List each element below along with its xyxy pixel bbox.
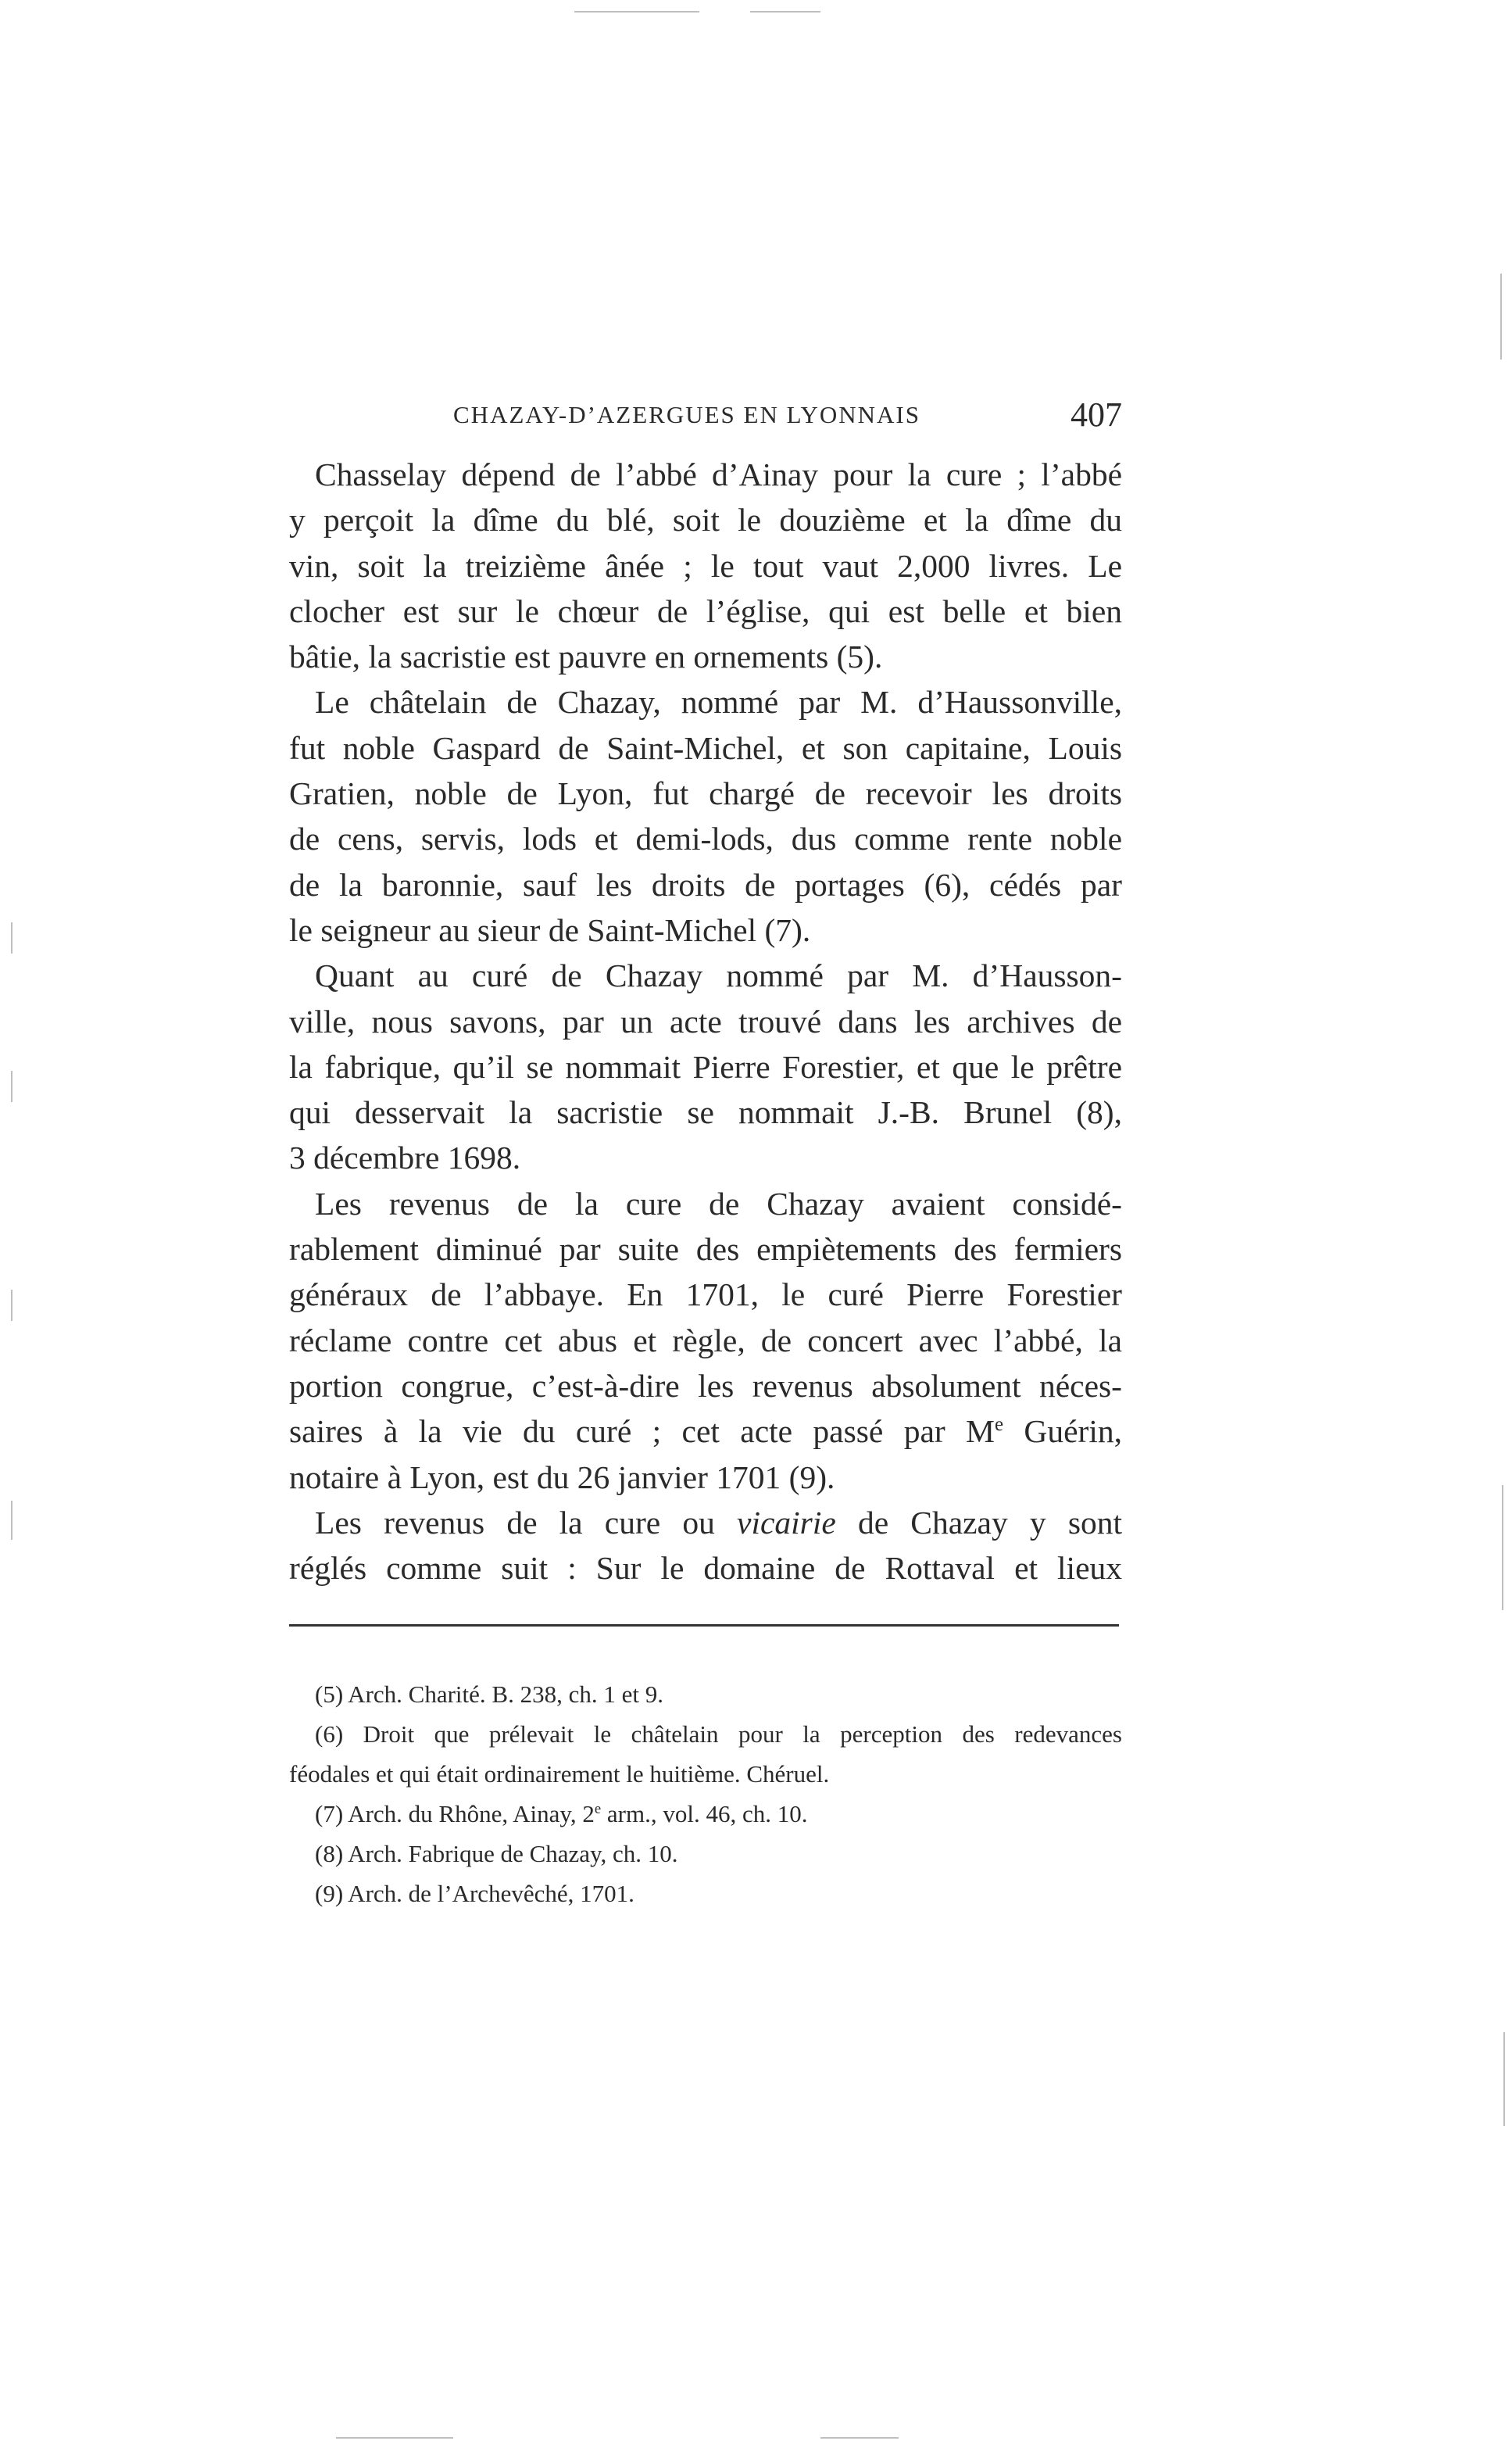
scan-artifact-right-3 xyxy=(1503,2032,1505,2126)
footnote-7 xyxy=(289,1794,1122,1834)
paragraph-5 xyxy=(289,1500,1122,1591)
text-line: la fabrique, qu’il se nommait Pierre Forestier, et que le prêtre xyxy=(289,1048,1122,1085)
text-line: notaire à Lyon, est du 26 janvier 1701 (9). xyxy=(289,1458,835,1495)
scan-artifact-left-3 xyxy=(11,1290,13,1321)
text-line: Chasselay dépend de l’abbé d’Ainay pour la cure ; l’abbé xyxy=(315,456,1122,492)
footnote-5: (5) Arch. Charité. B. 238, ch. 1 et 9. xyxy=(315,1680,663,1708)
scan-artifact-right-2 xyxy=(1502,1485,1503,1610)
text-line: rablement diminué par suite des empiètements des fermiers xyxy=(289,1231,1122,1268)
text-line: réclame contre cet abus et règle, de concert avec l’abbé, la xyxy=(289,1322,1122,1358)
text-fragment: (7) Arch. du Rhône, Ainay, 2 xyxy=(315,1800,595,1827)
scan-artifact-right xyxy=(1500,274,1502,360)
text-line: généraux de l’abbaye. En 1701, le curé Pierre Forestier xyxy=(289,1276,1122,1313)
footnote-8: (8) Arch. Fabrique de Chazay, ch. 10. xyxy=(315,1840,678,1867)
text-line xyxy=(289,1500,1122,1545)
footnote-6-line-2: féodales et qui était ordinairement le huitième. Chéruel. xyxy=(289,1760,830,1788)
page-number: 407 xyxy=(1071,395,1122,434)
footnote-rule xyxy=(289,1624,1119,1627)
scan-artifact-top-2 xyxy=(750,11,820,13)
text-line: y perçoit la dîme du blé, soit le douzième et la dîme du xyxy=(289,502,1122,539)
text-line: de la baronnie, sauf les droits de portages (6), cédés par xyxy=(289,866,1122,903)
paragraph-2 xyxy=(289,679,1122,953)
text-fragment: Guérin, xyxy=(1003,1413,1122,1450)
scan-artifact-left-4 xyxy=(11,1501,13,1540)
paragraph-1 xyxy=(289,452,1122,679)
paragraph-4 xyxy=(289,1181,1122,1500)
text-line: le seigneur au sieur de Saint-Michel (7). xyxy=(289,911,811,948)
scan-artifact-left-2 xyxy=(11,1071,13,1102)
footnotes xyxy=(289,1674,1122,1913)
text-line: vin, soit la treizième ânée ; le tout vaut 2,000 livres. Le xyxy=(289,547,1122,584)
scan-artifact-top xyxy=(574,11,699,13)
text-line: portion congrue, c’est-à-dire les revenus absolument néces- xyxy=(289,1367,1122,1404)
text-line: réglés comme suit : Sur le domaine de Rottaval et lieux xyxy=(289,1550,1122,1587)
text-line xyxy=(289,1408,1122,1454)
scan-artifact-bottom-2 xyxy=(820,2437,899,2439)
footnote-6-line-1: (6) Droit que prélevait le châtelain pour la perception des redevances xyxy=(315,1720,1122,1748)
text-line: clocher est sur le chœur de l’église, qui est belle et bien xyxy=(289,592,1122,629)
running-head xyxy=(289,395,1122,442)
text-line: Gratien, noble de Lyon, fut chargé de recevoir les droits xyxy=(289,775,1122,812)
text-fragment: Les revenus de la cure ou xyxy=(315,1504,738,1541)
text-line: Quant au curé de Chazay nommé par M. d’Hausson- xyxy=(315,957,1122,994)
text-fragment: de Chazay y sont xyxy=(835,1504,1122,1541)
text-fragment: arm., vol. 46, ch. 10. xyxy=(601,1800,808,1827)
text-line: de cens, servis, lods et demi-lods, dus comme rente noble xyxy=(289,821,1122,857)
text-line: Le châtelain de Chazay, nommé par M. d’Haussonville, xyxy=(315,684,1122,721)
text-line: 3 décembre 1698. xyxy=(289,1140,521,1176)
scan-artifact-bottom xyxy=(336,2437,453,2439)
paragraph-3 xyxy=(289,953,1122,1180)
text-line: bâtie, la sacristie est pauvre en ornements (5). xyxy=(289,639,883,675)
footnote-9: (9) Arch. de l’Archevêché, 1701. xyxy=(315,1880,634,1907)
text-line: fut noble Gaspard de Saint-Michel, et son capitaine, Louis xyxy=(289,729,1122,766)
text-line: qui desservait la sacristie se nommait J.-B. Brunel (8), xyxy=(289,1094,1122,1131)
body-text xyxy=(289,452,1122,1591)
superscript: e xyxy=(594,1800,602,1817)
scan-artifact-left xyxy=(11,922,13,954)
running-title: CHAZAY-D’AZERGUES EN LYONNAIS xyxy=(453,401,920,428)
text-line: Les revenus de la cure de Chazay avaient considé- xyxy=(315,1185,1122,1222)
italic-word: vicairie xyxy=(737,1504,836,1541)
text-fragment: saires à la vie du curé ; cet acte passé par M xyxy=(289,1413,995,1450)
superscript: e xyxy=(994,1414,1004,1436)
text-line: ville, nous savons, par un acte trouvé dans les archives de xyxy=(289,1003,1122,1040)
